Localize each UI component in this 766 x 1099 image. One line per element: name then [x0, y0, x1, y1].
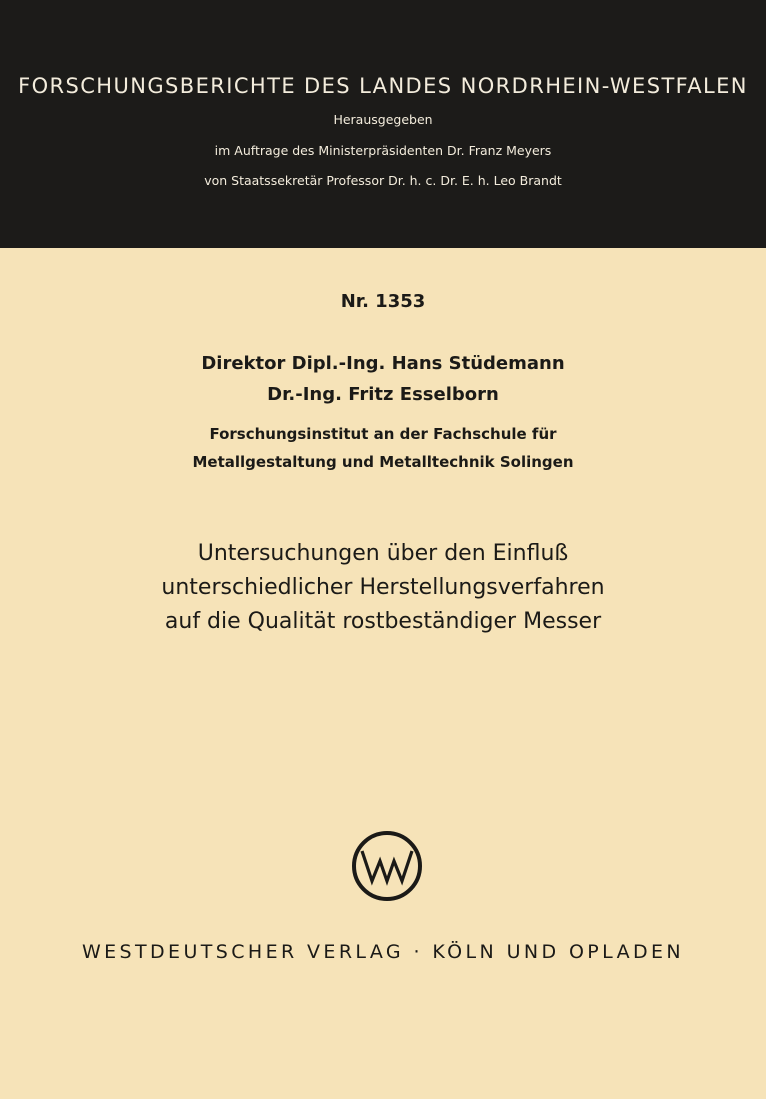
header-band — [0, 0, 766, 248]
author-1: Direktor Dipl.-Ing. Hans Stüdemann — [201, 353, 565, 374]
title-line-3: auf die Qualität rostbeständiger Messer — [164, 609, 602, 634]
publisher-imprint: WESTDEUTSCHER VERLAG · KÖLN UND OPLADEN — [81, 941, 685, 963]
title-line-2: unterschiedlicher Herstellungsverfahren — [161, 575, 605, 600]
title-line-1: Untersuchungen über den Einfluß — [197, 541, 569, 566]
editor-line-3: von Staatssekretär Professor Dr. h. c. Dr. E. h. Leo Brandt — [204, 173, 562, 188]
institution-line-1: Forschungsinstitut an der Fachschule für — [209, 425, 557, 443]
institution-line-2: Metallgestaltung und Metalltechnik Solingen — [192, 453, 574, 471]
wv-publisher-logo-icon — [350, 829, 424, 903]
editor-line-2: im Auftrage des Ministerpräsidenten Dr. Franz Meyers — [214, 143, 552, 158]
series-title: FORSCHUNGSBERICHTE DES LANDES NORDRHEIN-WESTFALEN — [18, 74, 748, 98]
author-2: Dr.-Ing. Fritz Esselborn — [267, 384, 499, 405]
report-number: Nr. 1353 — [340, 291, 426, 312]
editor-line-1: Herausgegeben — [333, 112, 433, 127]
